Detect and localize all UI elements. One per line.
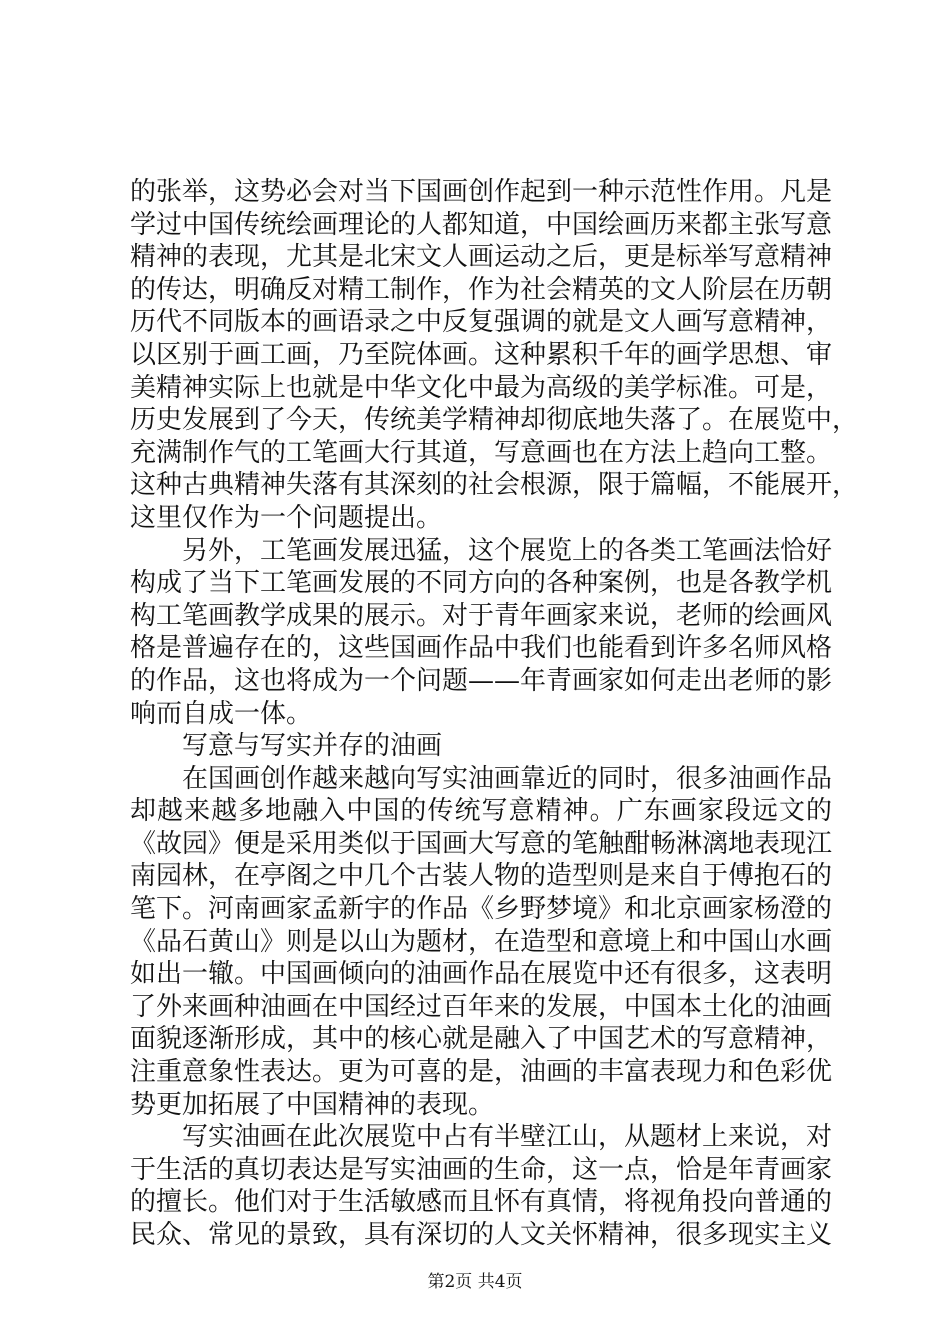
text-line: 精神的表现，尤其是北宋文人画运动之后，更是标举写意精神 xyxy=(130,242,833,273)
text-line: 的作品，这也将成为一个问题——年青画家如何走出老师的影 xyxy=(130,665,833,696)
text-line: 笔下。河南画家孟新宇的作品《乡野梦境》和北京画家杨澄的 xyxy=(130,894,833,925)
page-footer xyxy=(0,1272,950,1292)
page-number: 第2页 共4页 xyxy=(427,1272,523,1292)
text-line: 历史发展到了今天，传统美学精神却彻底地失落了。在展览中， xyxy=(130,405,859,436)
text-line: 这里仅作为一个问题提出。 xyxy=(130,502,443,533)
text-line: 构成了当下工笔画发展的不同方向的各种案例，也是各教学机 xyxy=(130,568,833,599)
text-line: 《品石黄山》则是以山为题材，在造型和意境上和中国山水画 xyxy=(130,926,833,957)
text-line: 响而自成一体。 xyxy=(130,698,313,729)
text-line: 美精神实际上也就是中华文化中最为高级的美学标准。可是， xyxy=(130,372,833,403)
text-line: 构工笔画教学成果的展示。对于青年画家来说，老师的绘画风 xyxy=(130,600,833,631)
text-line: 如出一辙。中国画倾向的油画作品在展览中还有很多，这表明 xyxy=(130,959,833,990)
text-line: 的传达，明确反对精工制作，作为社会精英的文人阶层在历朝 xyxy=(130,274,833,305)
text-line: 注重意象性表达。更为可喜的是，油画的丰富表现力和色彩优 xyxy=(130,1057,833,1088)
text-line: 的擅长。他们对于生活敏感而且怀有真情，将视角投向普通的 xyxy=(130,1187,833,1218)
text-line: 充满制作气的工笔画大行其道，写意画也在方法上趋向工整。 xyxy=(130,437,833,468)
document-body xyxy=(130,176,859,1252)
text-line: 这种古典精神失落有其深刻的社会根源，限于篇幅，不能展开， xyxy=(130,470,859,501)
text-line: 写意与写实并存的油画 xyxy=(130,731,443,762)
text-line: 面貌逐渐形成，其中的核心就是融入了中国艺术的写意精神， xyxy=(130,1024,833,1055)
text-line: 写实油画在此次展览中占有半壁江山，从题材上来说，对 xyxy=(130,1122,833,1153)
text-line: 以区别于画工画，乃至院体画。这种累积千年的画学思想、审 xyxy=(130,339,833,370)
text-line: 另外，工笔画发展迅猛，这个展览上的各类工笔画法恰好 xyxy=(130,535,833,566)
text-line: 于生活的真切表达是写实油画的生命，这一点，恰是年青画家 xyxy=(130,1154,833,1185)
text-line: 却越来越多地融入中国的传统写意精神。广东画家段远文的 xyxy=(130,796,832,827)
text-line: 格是普遍存在的，这些国画作品中我们也能看到许多名师风格 xyxy=(130,633,833,664)
text-line: 的张举，这势必会对当下国画创作起到一种示范性作用。凡是 xyxy=(130,177,833,207)
text-line: 历代不同版本的画语录之中反复强调的就是文人画写意精神， xyxy=(130,307,833,338)
text-line: 了外来画种油画在中国经过百年来的发展，中国本土化的油画 xyxy=(130,991,833,1022)
text-line: 南园林，在亭阁之中几个古装人物的造型则是来自于傅抱石的 xyxy=(130,861,833,892)
text-line: 势更加拓展了中国精神的表现。 xyxy=(130,1089,495,1120)
text-line: 在国画创作越来越向写实油画靠近的同时，很多油画作品 xyxy=(130,763,833,794)
text-line: 《故园》便是采用类似于国画大写意的笔触酣畅淋漓地表现江 xyxy=(130,828,833,859)
text-line: 民众、常见的景致，具有深切的人文关怀精神，很多现实主义 xyxy=(130,1220,833,1250)
text-line: 学过中国传统绘画理论的人都知道，中国绘画历来都主张写意 xyxy=(130,209,833,240)
